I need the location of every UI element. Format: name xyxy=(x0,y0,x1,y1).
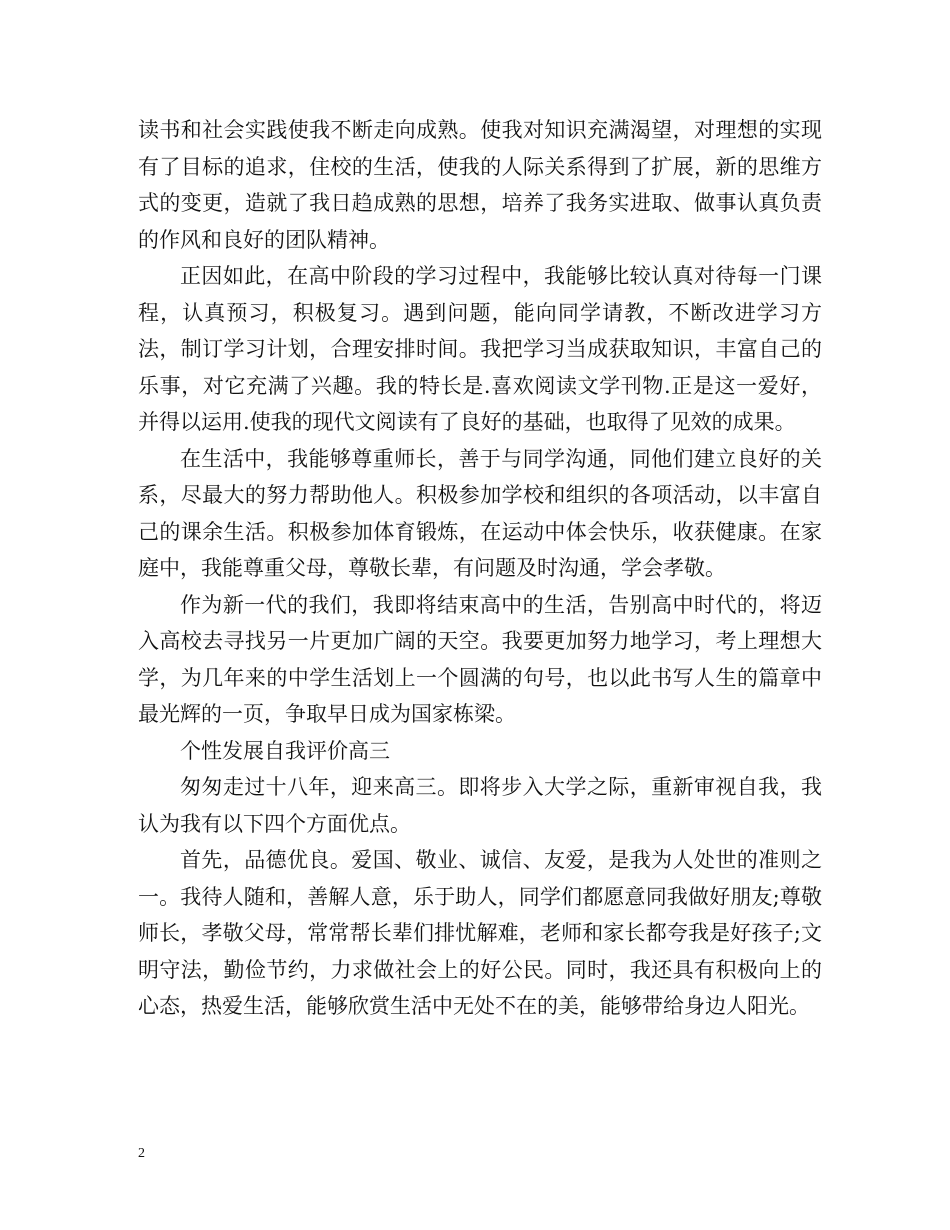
paragraph-7: 首先，品德优良。爱国、敬业、诚信、友爱，是我为人处世的准则之一。我待人随和，善解人意，乐于助人，同学们都愿意同我做好朋友;尊敬师长，孝敬父母，常常帮长辈们排忧解难，老师和家长都夸我是好孩子;文明守法，勤俭节约，力求做社会上的好公民。同时，我还具有积极向上的心态，热爱生活，能够欣赏生活中无处不在的美，能够带给身边人阳光。 xyxy=(138,848,822,1018)
document-body xyxy=(138,112,822,1025)
paragraph-4: 作为新一代的我们，我即将结束高中的生活，告别高中时代的，将迈入高校去寻找另一片更加广阔的天空。我要更加努力地学习，考上理想大学，为几年来的中学生活划上一个圆满的句号，也以此书写人生的篇章中最光辉的一页，争取早日成为国家栋梁。 xyxy=(138,592,822,726)
paragraph-6: 匆匆走过十八年，迎来高三。即将步入大学之际，重新审视自我，我认为我有以下四个方面优点。 xyxy=(138,775,822,836)
paragraph-2: 正因如此，在高中阶段的学习过程中，我能够比较认真对待每一门课程，认真预习，积极复习。遇到问题，能向同学请教，不断改进学习方法，制订学习计划，合理安排时间。我把学习当成获取知识，丰富自己的乐事，对它充满了兴趣。我的特长是.喜欢阅读文学刊物.正是这一爱好，并得以运用.使我的现代文阅读有了良好的基础，也取得了见效的成果。 xyxy=(138,264,822,434)
paragraph-3: 在生活中，我能够尊重师长，善于与同学沟通，同他们建立良好的关系，尽最大的努力帮助他人。积极参加学校和组织的各项活动，以丰富自己的课余生活。积极参加体育锻炼，在运动中体会快乐，收获健康。在家庭中，我能尊重父母，尊敬长辈，有问题及时沟通，学会孝敬。 xyxy=(138,446,822,580)
page-number: 2 xyxy=(138,1146,145,1161)
section-heading: 个性发展自我评价高三 xyxy=(180,738,390,763)
paragraph-1: 读书和社会实践使我不断走向成熟。使我对知识充满渴望，对理想的实现有了目标的追求，住校的生活，使我的人际关系得到了扩展，新的思维方式的变更，造就了我日趋成熟的思想，培养了我务实进取、做事认真负责的作风和良好的团队精神。 xyxy=(138,118,822,252)
